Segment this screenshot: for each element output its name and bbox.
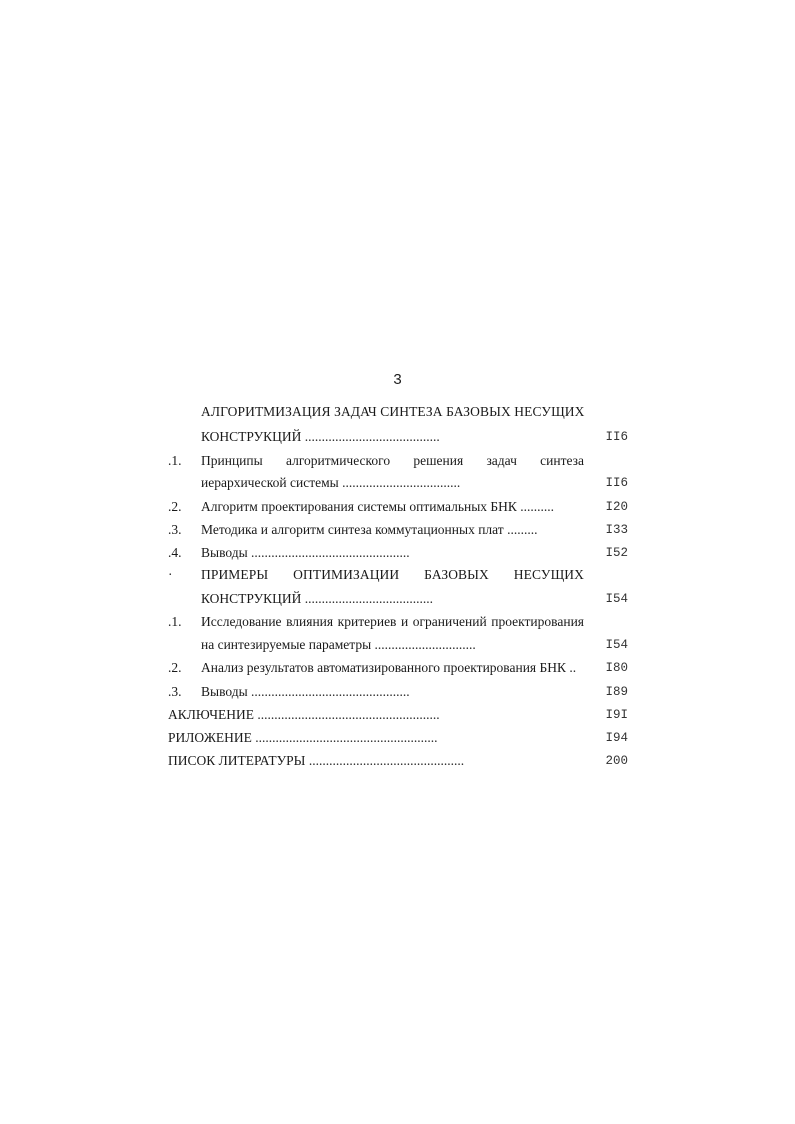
toc-entry-text: АКЛЮЧЕНИЕ ...................................................... (168, 707, 440, 722)
toc-chapter-heading-line1 (168, 565, 628, 585)
toc-entry (168, 497, 628, 517)
toc-entry-text: РИЛОЖЕНИЕ ...................................................... (168, 730, 438, 745)
page-number: 3 (392, 372, 402, 389)
toc-entry-bibliography (168, 751, 628, 771)
toc-entry (168, 612, 628, 632)
toc-entry-text: на синтезируемые параметры .............................. (201, 637, 476, 652)
toc-section-number: .4. (168, 545, 182, 560)
toc-page-number: 200 (605, 754, 628, 768)
toc-page-number: I33 (605, 523, 628, 537)
toc-entry-text: Методика и алгоритм синтеза коммутационных плат ......... (201, 522, 538, 537)
toc-entry-text: КОНСТРУКЦИЙ ........................................ (201, 429, 440, 444)
toc-entry (168, 520, 628, 540)
toc-entry-text: Исследование влияния критериев и ограничений проектирования (201, 614, 584, 629)
toc-section-number: .1. (168, 614, 182, 629)
toc-page-number: I89 (605, 685, 628, 699)
toc-entry-text: ПРИМЕРЫ ОПТИМИЗАЦИИ БАЗОВЫХ НЕСУЩИХ (201, 567, 584, 582)
toc-chapter-heading-line1 (168, 402, 628, 422)
toc-entry-text: Выводы ............................................... (201, 545, 410, 560)
toc-page-number: I52 (605, 546, 628, 560)
toc-entry-text: Анализ результатов автоматизированного проектирования БНК .. (201, 660, 577, 675)
toc-entry-text: Принципы алгоритмического решения задач синтеза (201, 453, 584, 468)
toc-entry-appendix (168, 728, 628, 748)
toc-page-number: I54 (605, 638, 628, 652)
toc-entry-text: Выводы ............................................... (201, 684, 410, 699)
toc-entry (168, 543, 628, 563)
toc-entry-text: иерархической системы ................................... (201, 475, 461, 490)
toc-entry (168, 682, 628, 702)
toc-entry-conclusion (168, 705, 628, 725)
toc-entry-text: ПИСОК ЛИТЕРАТУРЫ .............................................. (168, 753, 465, 768)
toc-entry-text: КОНСТРУКЦИЙ ...................................... (201, 591, 434, 606)
toc-entry-text: АЛГОРИТМИЗАЦИЯ ЗАДАЧ СИНТЕЗА БАЗОВЫХ НЕСУЩИХ (201, 404, 585, 419)
toc-entry-continuation (168, 473, 628, 493)
toc-section-number: .3. (168, 522, 182, 537)
toc-section-number: .3. (168, 684, 182, 699)
toc-page-number: I9I (605, 708, 628, 722)
toc-section-number: .1. (168, 453, 182, 468)
toc-entry-continuation (168, 635, 628, 655)
toc-page-number: I54 (605, 592, 628, 606)
toc-page-number: II6 (605, 476, 628, 490)
toc-page-number: I94 (605, 731, 628, 745)
toc-page-number: II6 (605, 430, 628, 444)
toc-section-number: .2. (168, 660, 182, 675)
toc-chapter-heading-line2 (168, 427, 628, 447)
toc-entry-text: Алгоритм проектирования системы оптимальных БНК .......... (201, 499, 555, 514)
toc-entry (168, 451, 628, 471)
toc-entry (168, 658, 628, 678)
toc-page-number: I80 (605, 661, 628, 675)
toc-page-number: I20 (605, 500, 628, 514)
toc-section-number: · (168, 567, 173, 582)
toc-section-number: .2. (168, 499, 182, 514)
toc-chapter-heading-line2 (168, 589, 628, 609)
